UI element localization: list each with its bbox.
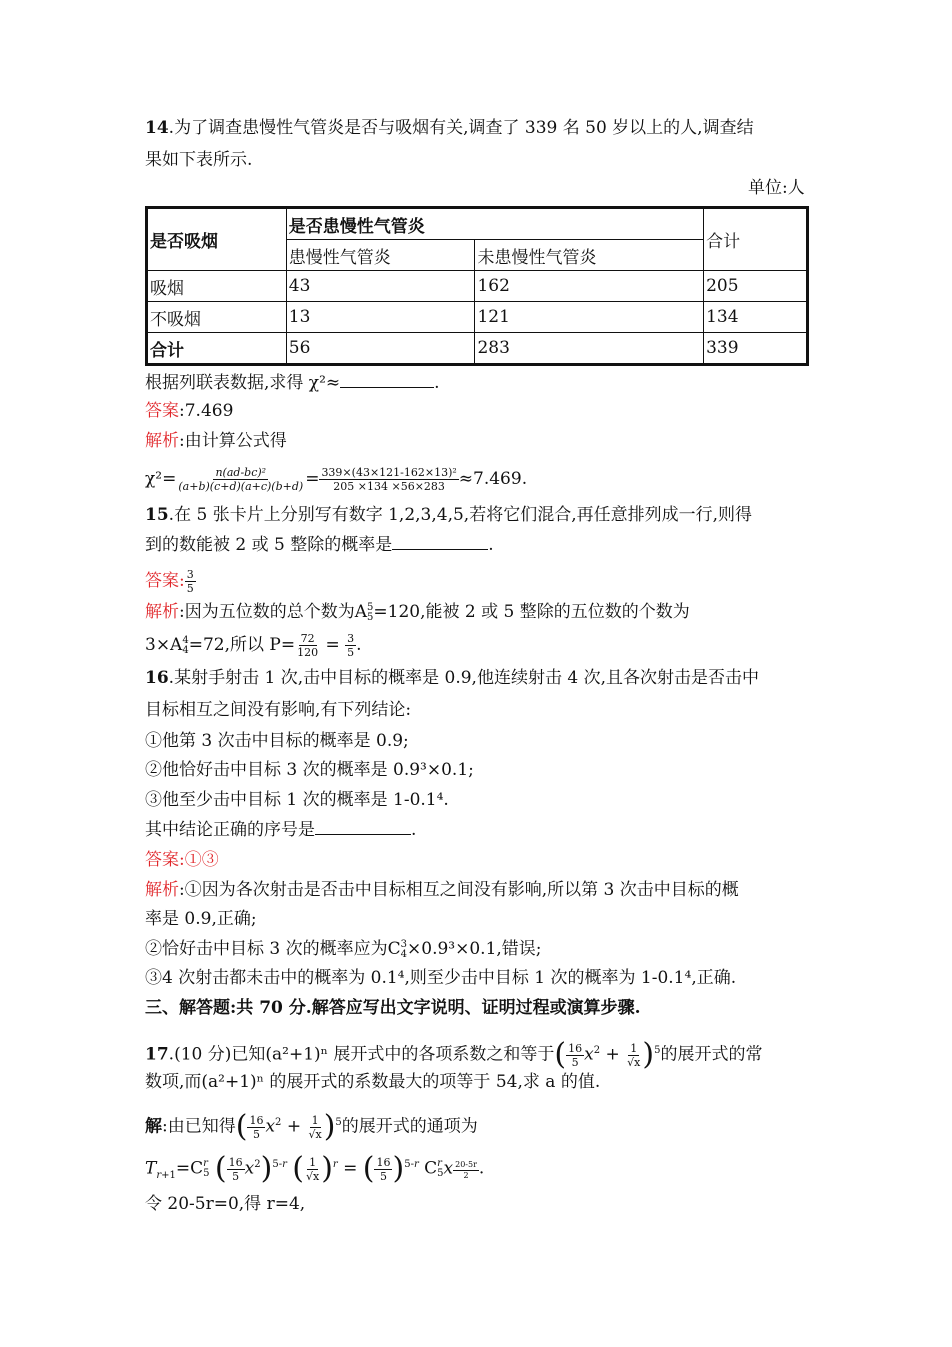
- q17-solution1: 解:由已知得( $\frac{16}{5}$ $x^2$ + $\frac{1}{√x}$ )$^5$的展开式的通项为: [145, 1109, 478, 1145]
- contingency-table: [145, 206, 809, 366]
- table-row: [147, 333, 808, 365]
- cell: 56: [286, 333, 475, 365]
- q16-question: 其中结论正确的序号是 .: [145, 820, 417, 840]
- q16-analysis3: ②恰好击中目标 3 次的概率应为C 3 4 ×0.9³×0.1,错误;: [145, 938, 542, 960]
- answer-blank: [392, 535, 488, 550]
- p-fraction-simplified: $\frac{3}{5}$: [347, 632, 355, 659]
- q16-line2: 目标相互之间没有影响,有下列结论:: [145, 700, 412, 720]
- q16-conclusion1: ①他第 3 次击中目标的概率是 0.9;: [145, 731, 409, 751]
- q14-line2: 果如下表所示.: [145, 150, 253, 170]
- table-header-smoking: 是否吸烟: [147, 208, 287, 271]
- chi-value-formula: $\frac{\text{339×(43×121-162×13)²}}{205 \times 134 \times 56\times 283}$: [321, 466, 457, 493]
- q15-line2: 到的数能被 2 或 5 整除的概率是 .: [145, 535, 494, 555]
- answer-fraction: $\frac{3}{5}$: [186, 568, 194, 595]
- cell: 43: [286, 271, 475, 302]
- q14-formula: χ²= $\frac{\text{n(ad-bc)²}}{(a+b)(c+d)(a+c)(b+d)}$ = $\frac{\text{339×(43×121-162×13)²}}{205 \times 134 \times 56\times 283}$ ≈7.469.: [145, 466, 528, 493]
- cell: 339: [704, 333, 808, 365]
- row-label: 吸烟: [147, 271, 287, 302]
- q14-question: 根据列联表数据,求得 χ²≈ .: [145, 373, 440, 393]
- q16-analysis1: 解析:①因为各次射击是否击中目标相互之间没有影响,所以第 3 次击中目标的概: [145, 880, 739, 900]
- cell: 13: [286, 302, 475, 333]
- q16-analysis2: 率是 0.9,正确;: [145, 909, 257, 929]
- table-header-total: 合计: [704, 208, 808, 271]
- answer-blank: [340, 373, 434, 388]
- q17-line2: 数项,而(a²+1)ⁿ 的展开式的系数最大的项等于 54,求 a 的值.: [145, 1072, 601, 1092]
- q14-line1: 14.为了调查患慢性气管炎是否与吸烟有关,调查了 339 名 50 岁以上的人,调查结: [145, 118, 754, 138]
- q16-analysis4: ③4 次射击都未击中的概率为 0.1⁴,则至少击中目标 1 次的概率为 1-0.1⁴,正确.: [145, 968, 737, 988]
- chi-formula: $\frac{\text{n(ad-bc)²}}{(a+b)(c+d)(a+c)(b+d)}$: [178, 466, 304, 493]
- q17-solution-last: 令 20-5r=0,得 r=4,: [145, 1194, 306, 1214]
- q15-analysis1: 解析:因为五位数的总个数为A 5 5 =120,能被 2 或 5 整除的五位数的个数为: [145, 601, 690, 623]
- q14-answer: 答案:7.469: [145, 401, 234, 421]
- cell: 162: [475, 271, 704, 302]
- section-heading: 三、解答题:共 70 分.解答应写出文字说明、证明过程或演算步骤.: [145, 998, 641, 1018]
- table-subheader-nodisease: 未患慢性气管炎: [475, 240, 704, 271]
- q16-conclusion3: ③他至少击中目标 1 次的概率是 1-0.1⁴.: [145, 790, 449, 810]
- cell: 121: [475, 302, 704, 333]
- q17-line1: 17.(10 分)已知(a²+1)ⁿ 展开式中的各项系数之和等于( $\frac{16}{5}$ $x^2$ + $\frac{1}{√x}$ )$^5$的展开式的常: [145, 1037, 763, 1073]
- row-label: 合计: [147, 333, 287, 365]
- q15-line1: 15.在 5 张卡片上分别写有数字 1,2,3,4,5,若将它们混合,再任意排列成一行,则得: [145, 505, 753, 525]
- q16-answer: 答案:①③: [145, 850, 219, 870]
- unit-label: 单位:人: [748, 178, 805, 198]
- cell: 283: [475, 333, 704, 365]
- q17-general-term: $T_{r+1}=C$ r 5 ( $\frac{16}{5}$ $x^2)^{5-r}$ ( $\frac{1}{√x}$ )$^r$ = ( $\frac{16}{5}$ )$^{5-r}$ C r 5 x $^{\frac{20-5r}{2}}$ .: [145, 1151, 485, 1187]
- q14-analysis: 解析:由计算公式得: [145, 431, 287, 451]
- q14-number: 14: [145, 118, 169, 138]
- table-subheader-disease: 患慢性气管炎: [286, 240, 475, 271]
- q16-conclusion2: ②他恰好击中目标 3 次的概率是 0.9³×0.1;: [145, 760, 474, 780]
- row-label: 不吸烟: [147, 302, 287, 333]
- cell: 134: [704, 302, 808, 333]
- q16-line1: 16.某射手射击 1 次,击中目标的概率是 0.9,他连续射击 4 次,且各次射击是否击中: [145, 668, 759, 688]
- table-row: [147, 302, 808, 333]
- q15-answer: 答案: $\frac{3}{5}$: [145, 568, 194, 595]
- q15-analysis2: 3×A 4 4 =72,所以 P= $\frac{72}{120}$ = $\frac{3}{5}$ .: [145, 632, 362, 659]
- table-header-disease: 是否患慢性气管炎: [286, 208, 703, 240]
- cell: 205: [704, 271, 808, 302]
- table-row: [147, 271, 808, 302]
- answer-blank: [315, 820, 411, 835]
- p-fraction: $\frac{72}{120}$: [297, 632, 319, 659]
